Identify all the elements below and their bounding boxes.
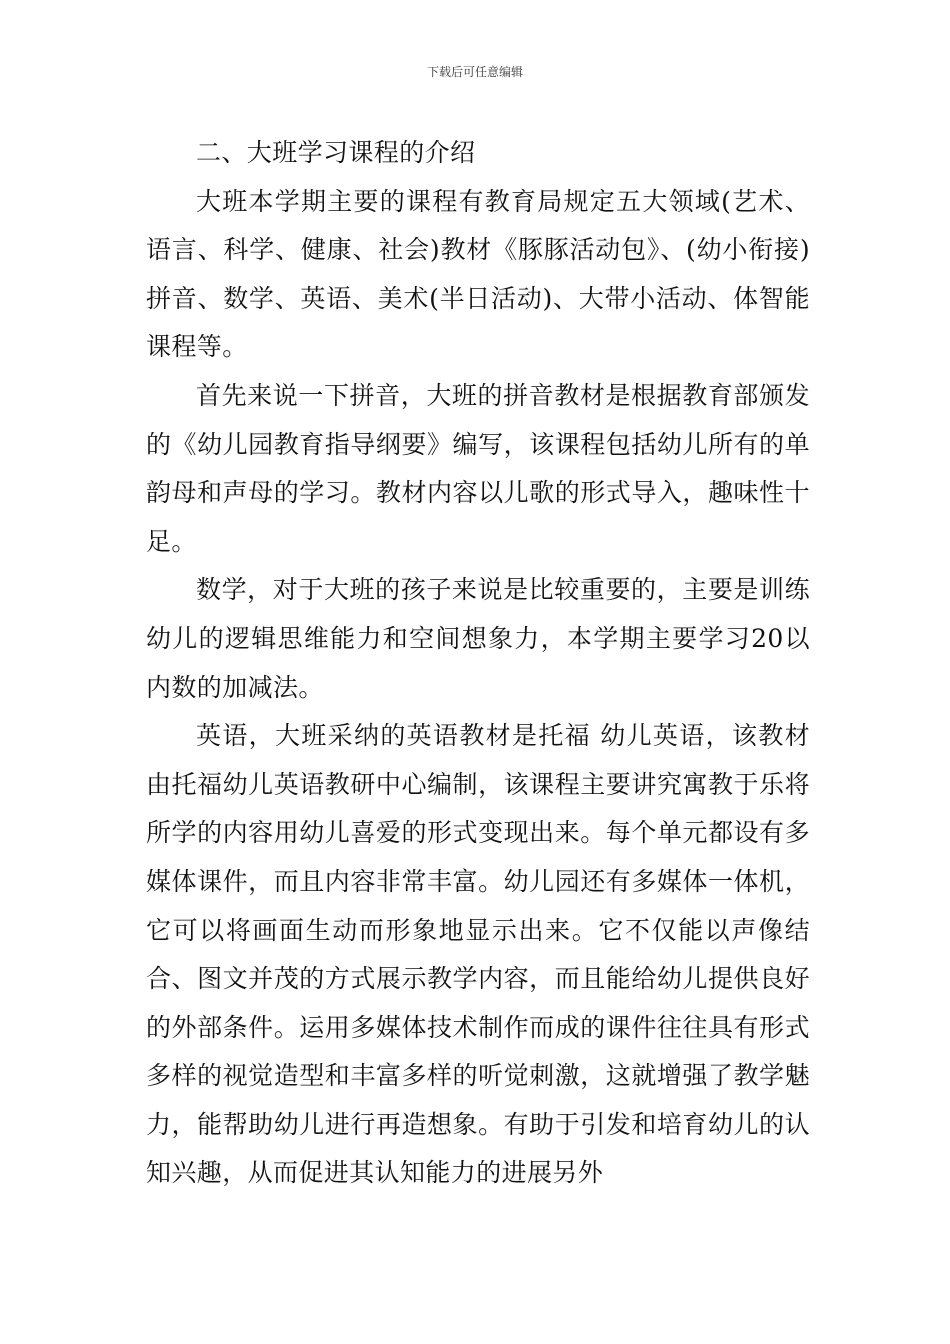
- document-body: [146, 129, 810, 1198]
- paragraph-courses-overview: 大班本学期主要的课程有教育局规定五大领域(艺术、语言、科学、健康、社会)教材《豚豚活动包》、(幼小衔接)拼音、数学、英语、美术(半日活动)、大带小活动、体智能课程等。: [146, 186, 810, 362]
- paragraph-pinyin: 首先来说一下拼音，大班的拼音教材是根据教育部颁发的《幼儿园教育指导纲要》编写，该课程包括幼儿所有的单韵母和声母的学习。教材内容以儿歌的形式导入，趣味性十足。: [146, 380, 810, 556]
- section-heading: 二、大班学习课程的介绍: [196, 138, 476, 167]
- page-header-note: 下载后可任意编辑: [426, 65, 523, 79]
- paragraph-math: 数学，对于大班的孩子来说是比较重要的，主要是训练幼儿的逻辑思维能力和空间想象力，本学期主要学习20以内数的加减法。: [146, 575, 810, 702]
- paragraph-english: 英语，大班采纳的英语教材是托福 幼儿英语，该教材由托福幼儿英语教研中心编制，该课程主要讲究寓教于乐将所学的内容用幼儿喜爱的形式变现出来。每个单元都设有多媒体课件，而且内容非常丰富。幼儿园还有多媒体一体机，它可以将画面生动而形象地显示出来。它不仅能以声像结合、图文并茂的方式展示教学内容，而且能给幼儿提供良好的外部条件。运用多媒体技术制作而成的课件往往具有形式多样的视觉造型和丰富多样的听觉刺激，这就增强了教学魅力，能帮助幼儿进行再造想象。有助于引发和培育幼儿的认知兴趣，从而促进其认知能力的进展另外: [146, 721, 810, 1188]
